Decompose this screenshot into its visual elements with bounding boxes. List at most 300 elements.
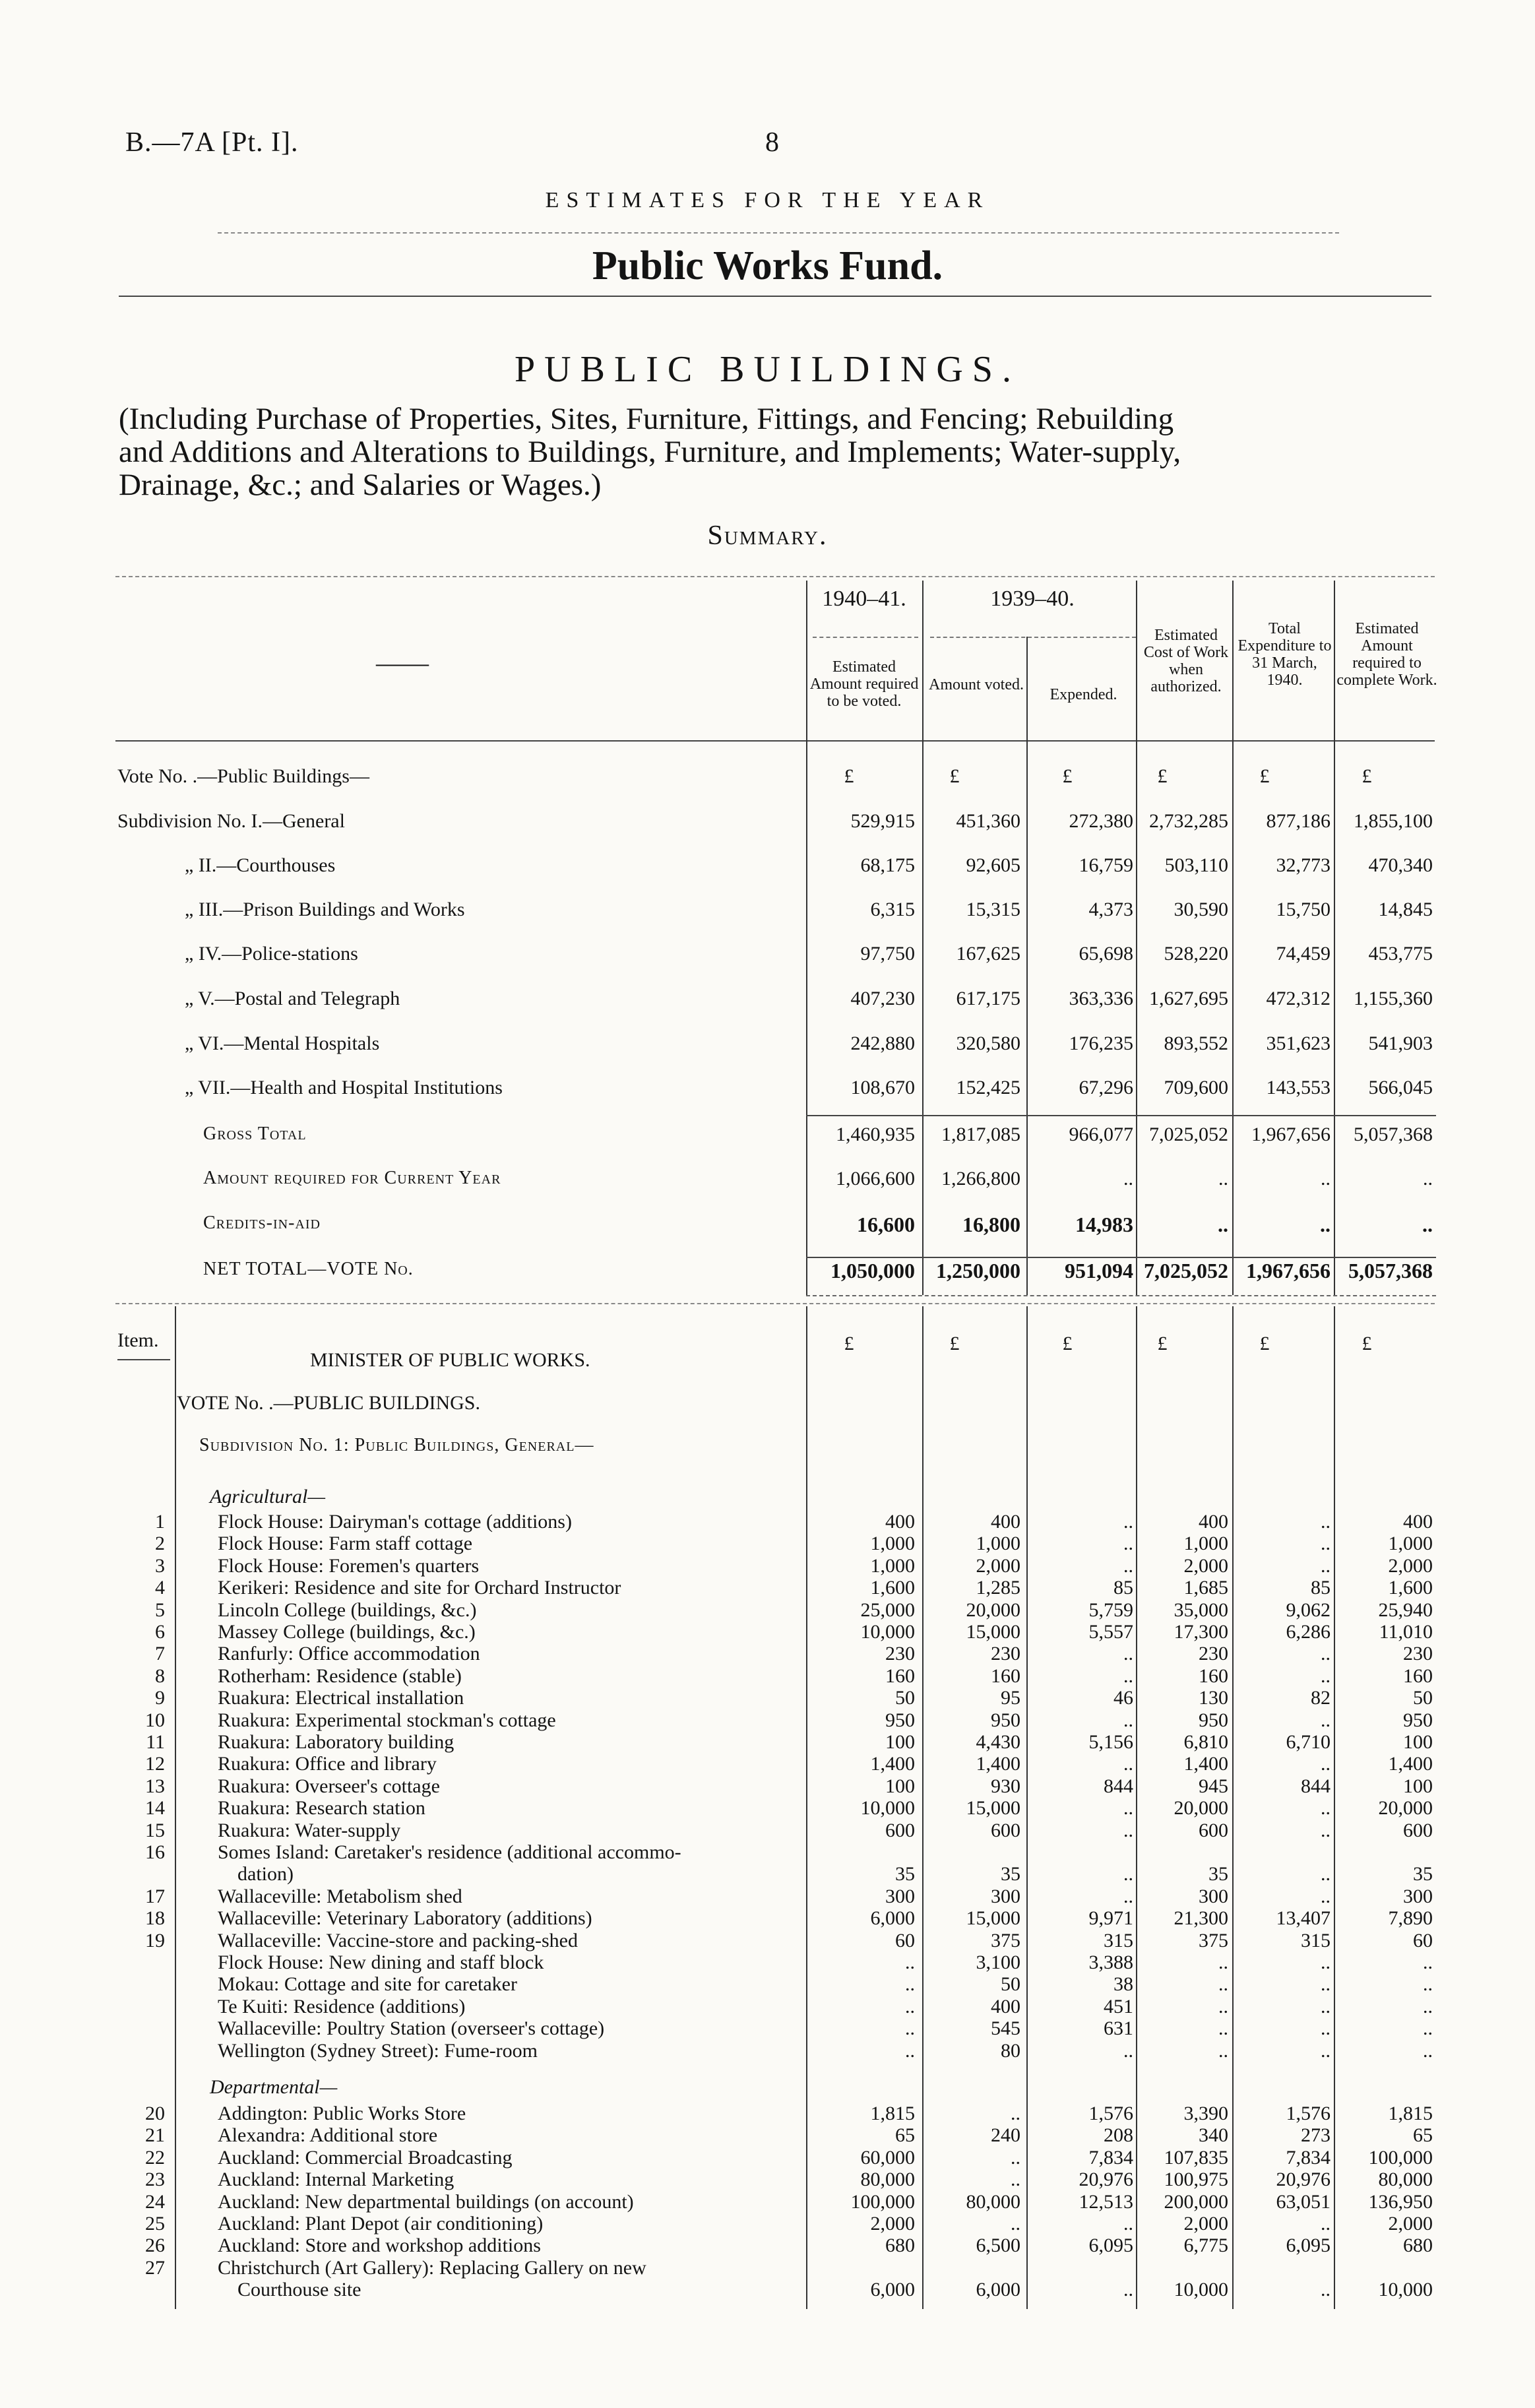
item-number: 15 xyxy=(145,1819,165,1841)
agricultural-item-value: .. xyxy=(1218,1951,1228,1973)
summary-row-value: 167,625 xyxy=(956,943,1020,965)
agricultural-item-value: 5,156 xyxy=(1088,1731,1133,1753)
pound-sign: £ xyxy=(1362,1333,1372,1354)
departmental-item-value: 100,000 xyxy=(1368,2146,1433,2169)
agricultural-item-value: 230 xyxy=(1403,1643,1433,1665)
summary-row-value: 108,670 xyxy=(850,1077,915,1098)
credits-in-aid-value: 16,800 xyxy=(962,1213,1020,1236)
agricultural-item-value: .. xyxy=(1321,1643,1331,1665)
agricultural-item-value: 35,000 xyxy=(1174,1599,1228,1621)
column-rule xyxy=(175,1306,176,2309)
agricultural-item-value: .. xyxy=(1123,1819,1133,1841)
departmental-item-value: .. xyxy=(1321,2279,1331,2301)
amount-required-value: 1,066,600 xyxy=(836,1168,915,1189)
departmental-item-value: 680 xyxy=(1403,2234,1433,2257)
pound-sign: £ xyxy=(1157,765,1168,787)
departmental-item-value: 6,095 xyxy=(1088,2234,1133,2257)
agricultural-item-value: 300 xyxy=(1403,1885,1433,1907)
summary-row-value: 176,235 xyxy=(1069,1032,1133,1054)
agricultural-item-value: 6,710 xyxy=(1286,1731,1331,1753)
amount-required-value: .. xyxy=(1218,1168,1228,1189)
agricultural-item-label: Ranfurly: Office accommodation xyxy=(218,1643,480,1665)
agricultural-item-value: 400 xyxy=(1199,1511,1228,1533)
agricultural-item-value: 400 xyxy=(991,1995,1020,2017)
pound-sign: £ xyxy=(949,1333,960,1354)
departmental-item-value: 7,834 xyxy=(1286,2146,1331,2169)
agricultural-item-label: Mokau: Cottage and site for caretaker xyxy=(218,1973,517,1996)
agricultural-item-value: 6,286 xyxy=(1286,1621,1331,1643)
departmental-item-value: 273 xyxy=(1301,2124,1331,2147)
summary-bottom-rule xyxy=(806,1295,1436,1296)
item-number: 7 xyxy=(155,1643,165,1665)
divider xyxy=(119,296,1431,297)
agricultural-item-value: 160 xyxy=(885,1664,915,1687)
summary-heading: Summary. xyxy=(707,521,828,551)
departmental-item-value: 1,576 xyxy=(1088,2103,1133,2124)
net-total-value: 951,094 xyxy=(1065,1259,1133,1283)
agricultural-item-value: 6,810 xyxy=(1183,1731,1228,1753)
summary-row-value: 97,750 xyxy=(860,943,915,965)
pound-sign: £ xyxy=(1362,765,1372,787)
departmental-item-value: 1,576 xyxy=(1286,2103,1331,2124)
summary-row-value: 92,605 xyxy=(966,854,1020,876)
agricultural-item-value: 1,285 xyxy=(976,1577,1020,1599)
col-expended-header: Expended. xyxy=(1049,686,1117,703)
agricultural-item-value: .. xyxy=(1321,1863,1331,1885)
agricultural-item-value: .. xyxy=(1123,2039,1133,2062)
summary-row-value: 893,552 xyxy=(1164,1032,1228,1054)
agricultural-item-value: 950 xyxy=(1199,1709,1228,1731)
net-total-value: 7,025,052 xyxy=(1144,1259,1228,1283)
agricultural-item-value: .. xyxy=(905,1951,915,1973)
summary-top-rule xyxy=(115,576,1435,577)
agricultural-item-value: 10,000 xyxy=(860,1797,915,1820)
departmental-item-value: .. xyxy=(1123,2279,1133,2301)
departmental-item-value: .. xyxy=(1011,2146,1020,2169)
agricultural-item-value: .. xyxy=(1321,1664,1331,1687)
agricultural-item-value: 95 xyxy=(1001,1687,1020,1709)
agricultural-item-value: .. xyxy=(905,2017,915,2040)
departmental-item-value: 1,815 xyxy=(1388,2103,1433,2124)
item-number: 6 xyxy=(155,1621,165,1643)
departmental-item-value: 100,975 xyxy=(1164,2169,1228,2191)
summary-row-value: 320,580 xyxy=(956,1032,1020,1054)
departmental-item-value: 7,834 xyxy=(1088,2146,1133,2169)
agricultural-item-value: .. xyxy=(1321,1885,1331,1907)
agricultural-item-value: 100 xyxy=(885,1775,915,1797)
agricultural-item-value: 15,000 xyxy=(966,1907,1020,1930)
agricultural-item-value: .. xyxy=(1123,1511,1133,1533)
departmental-item-value: 100,000 xyxy=(850,2190,915,2213)
item-number: 26 xyxy=(145,2234,165,2257)
column-rule xyxy=(1026,637,1028,1295)
divider xyxy=(218,232,1339,234)
agricultural-item-value: .. xyxy=(1321,1819,1331,1841)
agricultural-item-value: 400 xyxy=(885,1511,915,1533)
summary-row-value: 528,220 xyxy=(1164,943,1228,965)
document-reference: B.—7A [Pt. I]. xyxy=(125,127,299,158)
departmental-item-label: Auckland: Plant Depot (air conditioning) xyxy=(218,2213,544,2234)
agricultural-item-value: 100 xyxy=(1403,1775,1433,1797)
agricultural-item-value: 13,407 xyxy=(1276,1907,1331,1930)
fund-title: Public Works Fund. xyxy=(592,243,943,288)
summary-row-value: 1,155,360 xyxy=(1354,988,1433,1009)
net-total-value: 1,250,000 xyxy=(936,1259,1020,1283)
credits-in-aid-value: 16,600 xyxy=(857,1213,915,1236)
summary-row-value: 503,110 xyxy=(1164,854,1228,876)
departmental-item-value: 6,500 xyxy=(976,2234,1020,2257)
credits-in-aid-value: .. xyxy=(1422,1213,1433,1236)
agricultural-item-value: 300 xyxy=(885,1885,915,1907)
departmental-item-value: 2,000 xyxy=(870,2213,915,2234)
departmental-item-label: Auckland: Internal Marketing xyxy=(218,2169,454,2191)
summary-row-value: 68,175 xyxy=(860,854,915,876)
agricultural-item-value: 160 xyxy=(1403,1664,1433,1687)
gross-total-rule xyxy=(806,1115,1436,1116)
gross-total-label: Gross Total xyxy=(203,1124,307,1144)
gross-total-value: 5,057,368 xyxy=(1354,1124,1433,1145)
agricultural-item-label: Ruakura: Laboratory building xyxy=(218,1731,454,1753)
net-total-value: 1,050,000 xyxy=(830,1259,915,1283)
col-estimated-cost-header: Estimated Cost of Work when authorized. xyxy=(1143,627,1229,695)
agricultural-item-label: Flock House: Farm staff cottage xyxy=(218,1533,473,1555)
departmental-item-value: 3,390 xyxy=(1183,2103,1228,2124)
agricultural-item-value: 1,600 xyxy=(1388,1577,1433,1599)
summary-row-value: 1,855,100 xyxy=(1354,810,1433,832)
departmental-heading: Departmental— xyxy=(210,2076,338,2098)
agricultural-item-value: 50 xyxy=(1413,1687,1433,1709)
agricultural-item-value: .. xyxy=(1321,1995,1331,2017)
agricultural-item-value: 160 xyxy=(1199,1664,1228,1687)
summary-row-value: 74,459 xyxy=(1276,943,1331,965)
pound-sign: £ xyxy=(1062,765,1073,787)
summary-row-value: 877,186 xyxy=(1266,810,1331,832)
departmental-item-value: 208 xyxy=(1104,2124,1133,2147)
agricultural-item-value: .. xyxy=(1423,1995,1433,2017)
agricultural-item-label: Wallaceville: Metabolism shed xyxy=(218,1885,462,1907)
agricultural-item-value: .. xyxy=(1321,1511,1331,1533)
departmental-item-value: 6,000 xyxy=(976,2279,1020,2301)
item-number: 19 xyxy=(145,1929,165,1951)
departmental-item-value: 6,775 xyxy=(1183,2234,1228,2257)
agricultural-item-label: Ruakura: Research station xyxy=(218,1797,425,1820)
item-number: 23 xyxy=(145,2169,165,2191)
column-rule xyxy=(806,581,807,1295)
summary-header-rule xyxy=(115,740,1435,742)
credits-in-aid-value: 14,983 xyxy=(1075,1213,1133,1236)
pound-sign: £ xyxy=(1062,1333,1073,1354)
departmental-item-label: Auckland: New departmental buildings (on account) xyxy=(218,2190,634,2213)
agricultural-item-label: Flock House: Dairyman's cottage (additions) xyxy=(218,1511,572,1533)
agricultural-item-value: 631 xyxy=(1104,2017,1133,2040)
agricultural-item-value: .. xyxy=(1321,1797,1331,1820)
summary-row-value: 16,759 xyxy=(1079,854,1133,876)
agricultural-item-value: 1,400 xyxy=(870,1753,915,1775)
agricultural-item-value: .. xyxy=(1423,1973,1433,1996)
agricultural-item-value: .. xyxy=(1123,1709,1133,1731)
agricultural-item-value: 844 xyxy=(1104,1775,1133,1797)
summary-row-value: 709,600 xyxy=(1164,1077,1228,1098)
agricultural-item-label: Ruakura: Overseer's cottage xyxy=(218,1775,440,1797)
agricultural-item-value: 35 xyxy=(1413,1863,1433,1885)
agricultural-item-value: 35 xyxy=(1208,1863,1228,1885)
net-total-value: 1,967,656 xyxy=(1246,1259,1331,1283)
agricultural-item-value: .. xyxy=(1321,1753,1331,1775)
departmental-item-value: .. xyxy=(1011,2103,1020,2124)
agricultural-item-label: Wallaceville: Vaccine-store and packing-shed xyxy=(218,1929,578,1951)
agricultural-item-value: 50 xyxy=(1001,1973,1020,1996)
summary-row-value: 566,045 xyxy=(1368,1077,1433,1098)
summary-row-value: 30,590 xyxy=(1174,899,1228,920)
summary-row-label: Subdivision No. I.—General xyxy=(117,810,345,832)
departmental-item-value: 2,000 xyxy=(1388,2213,1433,2234)
agricultural-item-value: .. xyxy=(1218,1973,1228,1996)
departmental-item-value: 60,000 xyxy=(860,2146,915,2169)
agricultural-item-label: Massey College (buildings, &c.) xyxy=(218,1621,476,1643)
summary-row-value: 272,380 xyxy=(1069,810,1133,832)
pound-sign: £ xyxy=(844,1333,854,1354)
gross-total-value: 1,817,085 xyxy=(941,1124,1020,1145)
divider xyxy=(117,1359,170,1360)
item-number: 21 xyxy=(145,2124,165,2147)
detail-top-rule xyxy=(115,1303,1435,1304)
agricultural-item-value: 400 xyxy=(991,1511,1020,1533)
departmental-item-value: 2,000 xyxy=(1183,2213,1228,2234)
divider xyxy=(930,637,1136,638)
agricultural-item-value: 1,400 xyxy=(976,1753,1020,1775)
agricultural-item-value: 10,000 xyxy=(860,1621,915,1643)
agricultural-item-value: .. xyxy=(905,1973,915,1996)
departmental-item-label: Auckland: Store and workshop additions xyxy=(218,2234,541,2257)
departmental-item-value: 136,950 xyxy=(1368,2190,1433,2213)
agricultural-item-label: Rotherham: Residence (stable) xyxy=(218,1664,462,1687)
agricultural-item-value: 5,759 xyxy=(1088,1599,1133,1621)
agricultural-item-value: 21,300 xyxy=(1174,1907,1228,1930)
agricultural-item-value: .. xyxy=(1321,1951,1331,1973)
summary-row-value: 65,698 xyxy=(1079,943,1133,965)
agricultural-item-value: 300 xyxy=(991,1885,1020,1907)
pound-sign: £ xyxy=(1157,1333,1168,1354)
agricultural-heading: Agricultural— xyxy=(210,1486,326,1507)
amount-required-value: .. xyxy=(1321,1168,1331,1189)
departmental-item-value: .. xyxy=(1321,2213,1331,2234)
col-total-expenditure-header: Total Expenditure to 31 March, 1940. xyxy=(1237,620,1332,689)
amount-required-value: .. xyxy=(1423,1168,1433,1189)
column-rule xyxy=(806,1306,807,2309)
item-number: 11 xyxy=(146,1731,165,1753)
agricultural-item-value: 3,100 xyxy=(976,1951,1020,1973)
item-number: 2 xyxy=(155,1533,165,1555)
agricultural-item-value: 1,000 xyxy=(1183,1533,1228,1555)
agricultural-item-value: 600 xyxy=(991,1819,1020,1841)
departmental-item-value: 20,976 xyxy=(1079,2169,1133,2191)
summary-row-value: 529,915 xyxy=(850,810,915,832)
agricultural-item-value: .. xyxy=(905,1995,915,2017)
agricultural-item-value: 400 xyxy=(1403,1511,1433,1533)
agricultural-item-value: 600 xyxy=(885,1819,915,1841)
amount-required-value: .. xyxy=(1123,1168,1133,1189)
agricultural-item-value: 20,000 xyxy=(1174,1797,1228,1820)
departmental-item-value: 6,000 xyxy=(870,2279,915,2301)
summary-row-value: 4,373 xyxy=(1088,899,1133,920)
agricultural-item-value: 7,890 xyxy=(1388,1907,1433,1930)
agricultural-item-value: 945 xyxy=(1199,1775,1228,1797)
agricultural-item-value: 35 xyxy=(1001,1863,1020,1885)
item-number: 12 xyxy=(145,1753,165,1775)
agricultural-item-value: .. xyxy=(1321,1533,1331,1555)
agricultural-item-value: .. xyxy=(1218,1995,1228,2017)
agricultural-item-value: 2,000 xyxy=(1183,1554,1228,1577)
agricultural-item-value: 15,000 xyxy=(966,1621,1020,1643)
agricultural-item-value: 20,000 xyxy=(966,1599,1020,1621)
agricultural-item-value: 300 xyxy=(1199,1885,1228,1907)
vote-label: Vote No. .—Public Buildings— xyxy=(117,765,369,787)
agricultural-item-value: 600 xyxy=(1403,1819,1433,1841)
departmental-item-value: 10,000 xyxy=(1174,2279,1228,2301)
agricultural-item-label: Flock House: New dining and staff block xyxy=(218,1951,544,1973)
agricultural-item-value: 80 xyxy=(1001,2039,1020,2062)
agricultural-item-label: Wellington (Sydney Street): Fume-room xyxy=(218,2039,538,2062)
agricultural-item-value: .. xyxy=(1218,2017,1228,2040)
amount-required-value: 1,266,800 xyxy=(941,1168,1020,1189)
summary-row-value: 617,175 xyxy=(956,988,1020,1009)
agricultural-item-label: Kerikeri: Residence and site for Orchard Instructor xyxy=(218,1577,621,1599)
departmental-item-label: Auckland: Commercial Broadcasting xyxy=(218,2146,513,2169)
agricultural-item-value: .. xyxy=(1321,1973,1331,1996)
agricultural-item-value: 230 xyxy=(1199,1643,1228,1665)
credits-in-aid-label: Credits-in-aid xyxy=(203,1213,321,1233)
agricultural-item-value: 950 xyxy=(885,1709,915,1731)
summary-row-value: 363,336 xyxy=(1069,988,1133,1009)
departmental-item-value: 80,000 xyxy=(966,2190,1020,2213)
summary-row-value: 453,775 xyxy=(1368,943,1433,965)
agricultural-item-value: 1,600 xyxy=(870,1577,915,1599)
agricultural-item-label: Somes Island: Caretaker's residence (additional accommo- xyxy=(218,1841,681,1863)
agricultural-item-value: .. xyxy=(1423,2039,1433,2062)
agricultural-item-value: 85 xyxy=(1311,1577,1331,1599)
agricultural-item-label: Ruakura: Water-supply xyxy=(218,1819,401,1841)
agricultural-item-value: 100 xyxy=(885,1731,915,1753)
agricultural-item-value: 60 xyxy=(895,1929,915,1951)
summary-row-value: 14,845 xyxy=(1378,899,1433,920)
agricultural-item-value: 35 xyxy=(895,1863,915,1885)
item-number: 5 xyxy=(155,1599,165,1621)
item-number: 10 xyxy=(145,1709,165,1731)
summary-row-label: „ IV.—Police-stations xyxy=(185,943,358,965)
agricultural-item-value: 4,430 xyxy=(976,1731,1020,1753)
agricultural-item-value: .. xyxy=(1123,1554,1133,1577)
agricultural-item-value: 11,010 xyxy=(1379,1621,1433,1643)
agricultural-item-value: 9,971 xyxy=(1088,1907,1133,1930)
agricultural-item-value: .. xyxy=(1123,1664,1133,1687)
gross-total-value: 7,025,052 xyxy=(1149,1124,1228,1145)
agricultural-item-label: Flock House: Foremen's quarters xyxy=(218,1554,480,1577)
item-number: 3 xyxy=(155,1554,165,1577)
agricultural-item-value: 17,300 xyxy=(1174,1621,1228,1643)
summary-row-label: „ III.—Prison Buildings and Works xyxy=(185,899,465,920)
agricultural-item-value: 375 xyxy=(991,1929,1020,1951)
agricultural-item-value: 1,000 xyxy=(870,1533,915,1555)
departmental-item-value: 240 xyxy=(991,2124,1020,2147)
summary-row-value: 1,627,695 xyxy=(1149,988,1228,1009)
item-number: 4 xyxy=(155,1577,165,1599)
vote-heading: VOTE No. .—PUBLIC BUILDINGS. xyxy=(177,1392,480,1414)
departmental-item-value: .. xyxy=(1011,2169,1020,2191)
minister-heading: MINISTER OF PUBLIC WORKS. xyxy=(310,1349,590,1371)
agricultural-item-value: 130 xyxy=(1199,1687,1228,1709)
agricultural-item-value: 1,400 xyxy=(1388,1753,1433,1775)
summary-row-value: 15,750 xyxy=(1276,899,1331,920)
item-number: 27 xyxy=(145,2256,165,2279)
agricultural-item-value: 600 xyxy=(1199,1819,1228,1841)
departmental-item-value: 63,051 xyxy=(1276,2190,1331,2213)
summary-row-value: 143,553 xyxy=(1266,1077,1331,1098)
col-estimated-required-header: Estimated Amount required to be voted. xyxy=(809,658,919,710)
item-number: 18 xyxy=(145,1907,165,1930)
amount-required-label: Amount required for Current Year xyxy=(203,1168,501,1188)
subdivision-heading: Subdivision No. 1: Public Buildings, General— xyxy=(199,1435,594,1455)
agricultural-item-value: 25,000 xyxy=(860,1599,915,1621)
agricultural-item-value: 50 xyxy=(895,1687,915,1709)
summary-row-value: 472,312 xyxy=(1266,988,1331,1009)
departmental-item-label: Alexandra: Additional store xyxy=(218,2124,438,2147)
summary-row-value: 470,340 xyxy=(1368,854,1433,876)
agricultural-item-value: 230 xyxy=(991,1643,1020,1665)
agricultural-item-value: 315 xyxy=(1104,1929,1133,1951)
gross-total-value: 1,460,935 xyxy=(836,1124,915,1145)
item-number: 13 xyxy=(145,1775,165,1797)
agricultural-item-value: .. xyxy=(1218,2039,1228,2062)
stub-dash: —— xyxy=(376,648,429,678)
departmental-item-value: 20,976 xyxy=(1276,2169,1331,2191)
item-number: 14 xyxy=(145,1797,165,1820)
departmental-item-value: 65 xyxy=(1413,2124,1433,2147)
agricultural-item-value: 375 xyxy=(1199,1929,1228,1951)
departmental-item-value: 10,000 xyxy=(1378,2279,1433,2301)
agricultural-item-value: 451 xyxy=(1104,1995,1133,2017)
item-number: 17 xyxy=(145,1885,165,1907)
divider xyxy=(813,637,918,638)
summary-row-label: „ V.—Postal and Telegraph xyxy=(185,988,400,1009)
agricultural-item-value: 1,000 xyxy=(870,1554,915,1577)
item-number: 25 xyxy=(145,2213,165,2234)
col-estimated-complete-header: Estimated Amount required to complete Work. xyxy=(1336,620,1437,689)
agricultural-item-value: 230 xyxy=(885,1643,915,1665)
item-header: Item. xyxy=(117,1329,159,1351)
departmental-item-label-continued: Courthouse site xyxy=(237,2279,361,2301)
estimates-heading: ESTIMATES FOR THE YEAR xyxy=(545,188,990,212)
agricultural-item-value: 1,400 xyxy=(1183,1753,1228,1775)
agricultural-item-value: 25,940 xyxy=(1378,1599,1433,1621)
net-total-value: 5,057,368 xyxy=(1348,1259,1433,1283)
agricultural-item-value: 844 xyxy=(1301,1775,1331,1797)
departmental-item-value: 65 xyxy=(895,2124,915,2147)
departmental-item-label: Christchurch (Art Gallery): Replacing Gallery on new xyxy=(218,2256,646,2279)
agricultural-item-label: Ruakura: Experimental stockman's cottage xyxy=(218,1709,556,1731)
departmental-item-value: 680 xyxy=(885,2234,915,2257)
agricultural-item-value: 950 xyxy=(1403,1709,1433,1731)
pound-sign: £ xyxy=(949,765,960,787)
summary-row-value: 67,296 xyxy=(1079,1077,1133,1098)
pound-sign: £ xyxy=(1259,765,1270,787)
summary-row-value: 2,732,285 xyxy=(1149,810,1228,832)
agricultural-item-label: Wallaceville: Poultry Station (overseer's cottage) xyxy=(218,2017,605,2040)
credits-in-aid-value: .. xyxy=(1218,1213,1228,1236)
year-1939-heading: 1939–40. xyxy=(990,586,1075,611)
summary-row-value: 407,230 xyxy=(850,988,915,1009)
item-number: 9 xyxy=(155,1687,165,1709)
agricultural-item-value: .. xyxy=(1321,2039,1331,2062)
